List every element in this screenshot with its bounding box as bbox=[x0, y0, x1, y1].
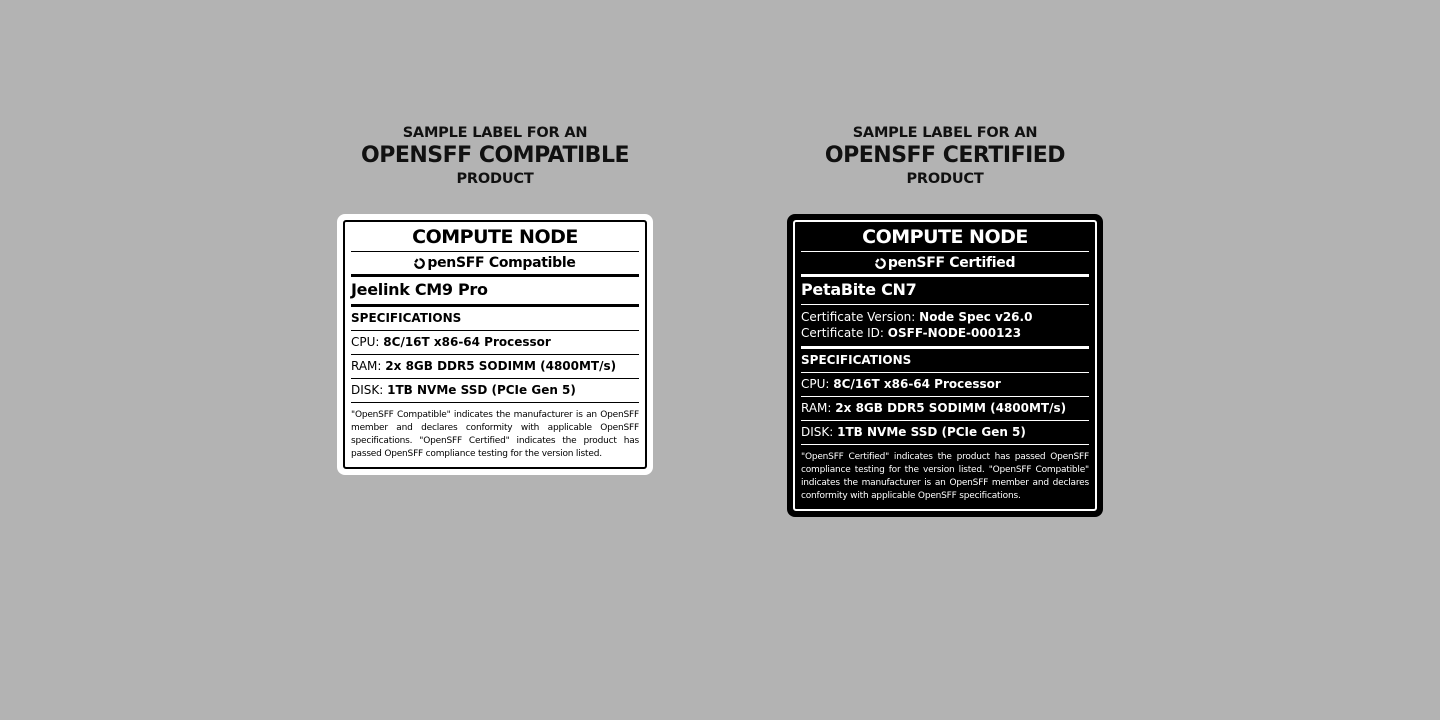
brand-text: penSFF Compatible bbox=[427, 255, 576, 271]
brand-line bbox=[351, 252, 639, 277]
compatible-label bbox=[337, 214, 653, 475]
disclaimer-note: "OpenSFF Certified" indicates the product has passed OpenSFF compliance testing for the version listed. "OpenSFF Compatible" indicates the manufacturer is an OpenSFF member and declares conformity with applicable OpenSFF specifications. bbox=[801, 452, 1089, 501]
heading-main: OPENSFF COMPATIBLE bbox=[361, 143, 629, 168]
spec-disk-label: DISK: bbox=[351, 383, 384, 397]
certificate-info bbox=[801, 305, 1089, 349]
certificate-id-label: Certificate ID: bbox=[801, 326, 884, 340]
specs-header: SPECIFICATIONS bbox=[801, 349, 1089, 373]
certificate-version-value: Node Spec v26.0 bbox=[919, 310, 1033, 324]
disclaimer-note: "OpenSFF Compatible" indicates the manufacturer is an OpenSFF member and declares conformity with applicable OpenSFF specifications. "OpenSFF Certified" indicates the product has passed OpenSFF compliance testing for the version listed. bbox=[351, 410, 639, 459]
spec-cpu-value: 8C/16T x86-64 Processor bbox=[383, 335, 551, 349]
spec-ram-label: RAM: bbox=[801, 401, 832, 415]
opensff-logo-icon bbox=[414, 257, 425, 268]
label-title: COMPUTE NODE bbox=[801, 222, 1089, 252]
heading-post: PRODUCT bbox=[906, 171, 984, 187]
heading-pre: SAMPLE LABEL FOR AN bbox=[402, 125, 588, 141]
opensff-logo-icon bbox=[875, 257, 886, 268]
compatible-heading bbox=[335, 124, 655, 188]
spec-disk-label: DISK: bbox=[801, 425, 834, 439]
brand-text: penSFF Certified bbox=[887, 255, 1016, 271]
product-model: PetaBite CN7 bbox=[801, 277, 1089, 305]
heading-post: PRODUCT bbox=[456, 171, 534, 187]
certificate-version bbox=[801, 309, 1089, 325]
label-frame bbox=[793, 220, 1097, 511]
certificate-id-value: OSFF-NODE-000123 bbox=[887, 326, 1022, 340]
spec-ram-value: 2x 8GB DDR5 SODIMM (4800MT/s) bbox=[385, 359, 617, 373]
spec-disk bbox=[351, 379, 639, 403]
label-frame bbox=[343, 220, 647, 469]
product-model: Jeelink CM9 Pro bbox=[351, 277, 639, 307]
certificate-version-label: Certificate Version: bbox=[801, 310, 916, 324]
spec-cpu bbox=[801, 373, 1089, 397]
spec-ram bbox=[351, 355, 639, 379]
heading-pre: SAMPLE LABEL FOR AN bbox=[852, 125, 1038, 141]
heading-main: OPENSFF CERTIFIED bbox=[824, 143, 1066, 168]
spec-ram-value: 2x 8GB DDR5 SODIMM (4800MT/s) bbox=[835, 401, 1067, 415]
specs-header: SPECIFICATIONS bbox=[351, 307, 639, 331]
brand-line bbox=[801, 252, 1089, 277]
certificate-id bbox=[801, 325, 1089, 341]
certified-heading bbox=[785, 124, 1105, 188]
spec-cpu-label: CPU: bbox=[801, 377, 830, 391]
spec-disk bbox=[801, 421, 1089, 445]
certified-label bbox=[787, 214, 1103, 517]
spec-disk-value: 1TB NVMe SSD (PCIe Gen 5) bbox=[387, 383, 576, 397]
spec-disk-value: 1TB NVMe SSD (PCIe Gen 5) bbox=[837, 425, 1026, 439]
label-title: COMPUTE NODE bbox=[351, 222, 639, 252]
spec-cpu-label: CPU: bbox=[351, 335, 380, 349]
spec-cpu-value: 8C/16T x86-64 Processor bbox=[833, 377, 1001, 391]
spec-ram bbox=[801, 397, 1089, 421]
spec-ram-label: RAM: bbox=[351, 359, 382, 373]
spec-cpu bbox=[351, 331, 639, 355]
